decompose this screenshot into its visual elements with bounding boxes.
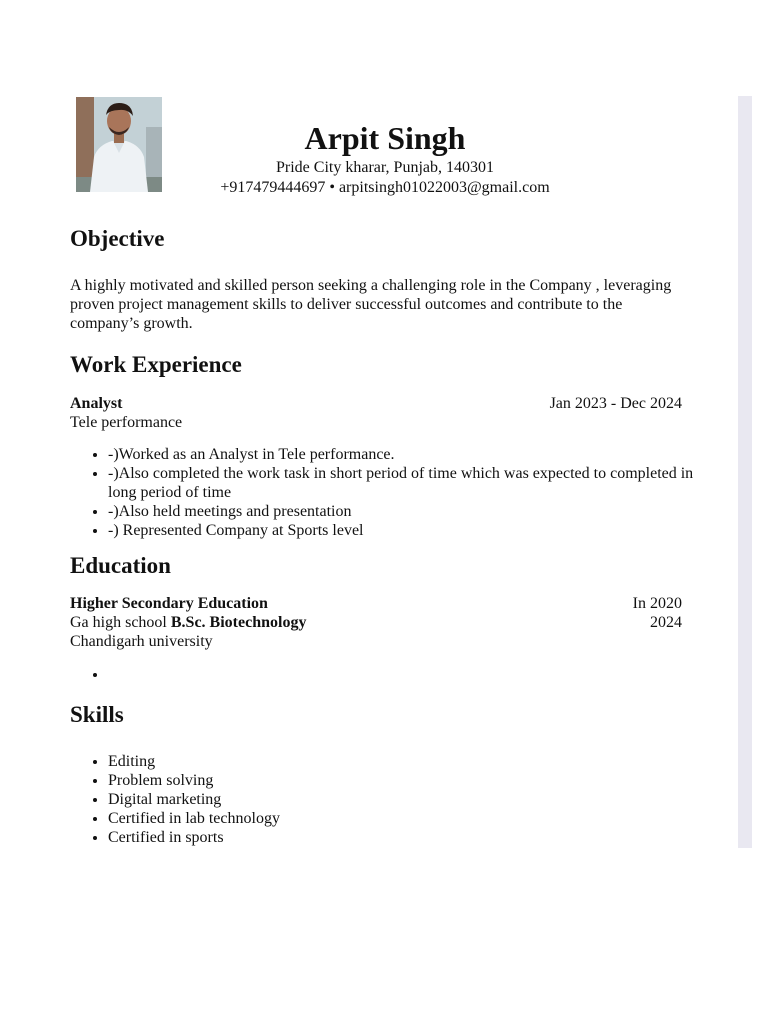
education-school-2: Chandigarh university (70, 633, 213, 650)
list-item: • -)Worked as an Analyst in Tele performance. (108, 445, 708, 464)
skills-heading: Skills (70, 702, 124, 727)
address-line: Pride City kharar, Punjab, 140301 (276, 159, 494, 176)
education-degree-1: Higher Secondary Education (70, 595, 268, 612)
list-item: • Problem solving (108, 771, 708, 790)
education-degree-2: B.Sc. Biotechnology (170, 614, 307, 631)
education-school-row (70, 613, 306, 632)
work-role-row (70, 394, 682, 413)
education-date-1: In 2020 (632, 595, 682, 612)
candidate-name: Arpit Singh (304, 120, 466, 156)
education-bullet-list (70, 665, 708, 684)
objective-text: A highly motivated and skilled person seeking a challenging role in the Company , leveraging proven project management skills to deliver successful outcomes and contribute to the company’s growth. (70, 277, 672, 332)
objective-heading: Objective (70, 226, 165, 251)
list-item: • Certified in sports (108, 828, 708, 847)
education-date-2: 2024 (650, 614, 682, 631)
list-item: • Digital marketing (108, 790, 708, 809)
work-bullet-list (70, 445, 708, 540)
list-item: • -) Represented Company at Sports level (108, 521, 708, 540)
education-heading: Education (70, 553, 171, 578)
education-school-1: Ga high school (70, 614, 167, 631)
work-dates: Jan 2023 - Dec 2024 (549, 395, 682, 412)
list-item: • Certified in lab technology (108, 809, 708, 828)
education-row-1 (70, 594, 682, 613)
work-experience-heading: Work Experience (70, 352, 242, 377)
resume-header (150, 118, 620, 198)
skills-list (70, 752, 708, 847)
list-item (108, 665, 708, 684)
work-role: Analyst (70, 395, 123, 412)
list-item: • -)Also held meetings and presentation (108, 502, 708, 521)
education-row-2 (70, 613, 682, 632)
scrollbar-track[interactable] (738, 96, 752, 848)
list-item: • Editing (108, 752, 708, 771)
list-item: • -)Also completed the work task in short period of time which was expected to completed in long period of time (108, 464, 708, 502)
contact-line: +917479444697 • arpitsingh01022003@gmail.com (220, 179, 550, 196)
work-company: Tele performance (70, 414, 183, 431)
